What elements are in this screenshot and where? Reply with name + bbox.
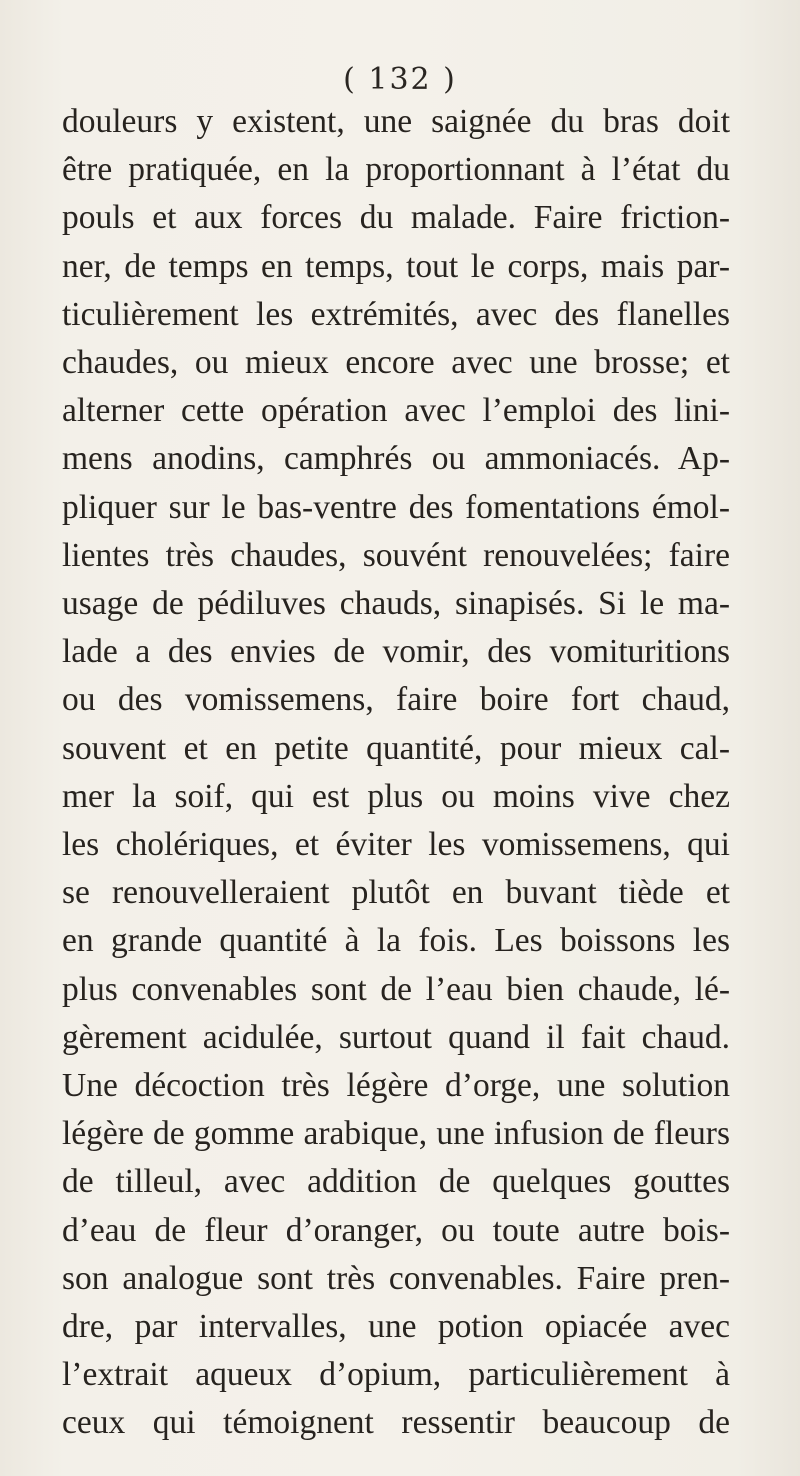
text-line: ceux qui témoignent ressentir beaucoup de <box>62 1404 730 1442</box>
text-line: lientes très chaudes, souvént renouvelées; faire <box>62 536 730 574</box>
text-line: Une décoction très légère d’orge, une solution <box>62 1067 730 1105</box>
text-line: d’eau de fleur d’oranger, ou toute autre bois- <box>62 1211 730 1249</box>
text-line: pliquer sur le bas-ventre des fomentations émol- <box>62 488 730 526</box>
text-line: usage de pédiluves chauds, sinapisés. Si le ma- <box>62 585 730 623</box>
text-line: souvent et en petite quantité, pour mieux cal- <box>62 729 730 767</box>
text-line: ner, de temps en temps, tout le corps, mais par- <box>62 247 730 285</box>
body-text <box>62 98 730 1448</box>
text-line: mens anodins, camphrés ou ammoniacés. Ap- <box>62 440 730 478</box>
text-line: légère de gomme arabique, une infusion de fleurs <box>62 1115 730 1153</box>
text-line: l’extrait aqueux d’opium, particulièrement à <box>62 1356 730 1394</box>
text-line: les cholériques, et éviter les vomissemens, qui <box>62 826 730 864</box>
text-line: ou des vomissemens, faire boire fort chaud, <box>62 681 730 719</box>
text-line: dre, par intervalles, une potion opiacée avec <box>62 1308 730 1346</box>
page-number: ( 132 ) <box>343 62 457 97</box>
text-line: de tilleul, avec addition de quelques gouttes <box>62 1163 730 1201</box>
text-line: pouls et aux forces du malade. Faire friction- <box>62 199 730 237</box>
text-line: se renouvelleraient plutôt en buvant tiède et <box>62 874 730 912</box>
text-line: son analogue sont très convenables. Faire pren- <box>62 1259 730 1297</box>
text-line: alterner cette opération avec l’emploi des lini- <box>62 392 730 430</box>
text-line: plus convenables sont de l’eau bien chaude, lé- <box>62 970 730 1008</box>
text-line: douleurs y existent, une saignée du bras doit <box>62 103 730 140</box>
text-line: gèrement acidulée, surtout quand il fait chaud. <box>62 1018 730 1056</box>
text-line: lade a des envies de vomir, des vomituritions <box>62 633 730 671</box>
text-line: chaudes, ou mieux encore avec une brosse; et <box>62 344 730 382</box>
text-line: mer la soif, qui est plus ou moins vive chez <box>62 777 730 815</box>
text-line: ticulièrement les extrémités, avec des flanelles <box>62 295 730 333</box>
text-line: en grande quantité à la fois. Les boissons les <box>62 922 730 960</box>
text-line: être pratiquée, en la proportionnant à l’état du <box>62 151 730 189</box>
